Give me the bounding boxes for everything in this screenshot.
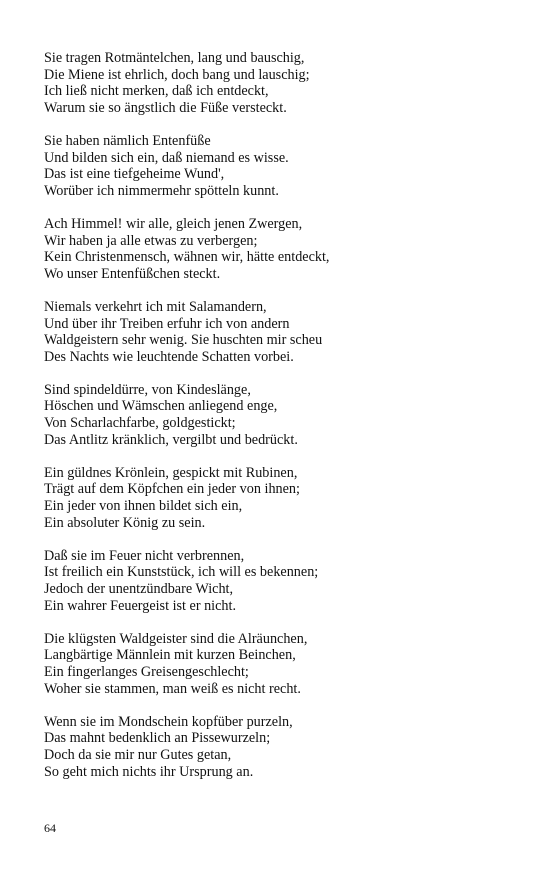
verse-line: Das Antlitz kränklich, vergilbt und bedrückt. bbox=[44, 431, 298, 448]
verse-line: Sind spindeldürre, von Kindeslänge, bbox=[44, 381, 251, 398]
verse-line: Und bilden sich ein, daß niemand es wisse. bbox=[44, 149, 289, 166]
verse-line: Waldgeistern sehr wenig. Sie huschten mir scheu bbox=[44, 332, 323, 349]
verse-line: Wenn sie im Mondschein kopfüber purzeln, bbox=[44, 713, 293, 730]
verse-line: Kein Christenmensch, wähnen wir, hätte entdeckt, bbox=[44, 249, 330, 266]
verse-line: Trägt auf dem Köpfchen ein jeder von ihnen; bbox=[44, 481, 300, 498]
verse-line: Langbärtige Männlein mit kurzen Beinchen, bbox=[44, 647, 296, 664]
poem-text bbox=[44, 50, 514, 797]
verse-line: Daß sie im Feuer nicht verbrennen, bbox=[44, 547, 245, 564]
verse-line: Das ist eine tiefgeheime Wund', bbox=[44, 166, 225, 183]
stanza bbox=[44, 631, 514, 697]
stanza bbox=[44, 548, 514, 614]
verse-line: Niemals verkehrt ich mit Salamandern, bbox=[44, 298, 267, 315]
verse-line: Und über ihr Treiben erfuhr ich von andern bbox=[44, 315, 290, 332]
verse-line: Wir haben ja alle etwas zu verbergen; bbox=[44, 232, 258, 249]
stanza bbox=[44, 50, 514, 116]
stanza bbox=[44, 714, 514, 780]
stanza bbox=[44, 133, 514, 199]
verse-line: Das mahnt bedenklich an Pissewurzeln; bbox=[44, 730, 271, 747]
verse-line: Jedoch der unentzündbare Wicht, bbox=[44, 581, 234, 597]
verse-line: Die Miene ist ehrlich, doch bang und lauschig; bbox=[44, 66, 310, 83]
stanza bbox=[44, 382, 514, 448]
page-number: 64 bbox=[44, 821, 56, 835]
verse-line: Ein güldnes Krönlein, gespickt mit Rubinen, bbox=[44, 464, 298, 481]
verse-line: Doch da sie mir nur Gutes getan, bbox=[44, 746, 232, 763]
verse-line: Höschen und Wämschen anliegend enge, bbox=[44, 398, 278, 415]
verse-line: Ist freilich ein Kunststück, ich will es bekennen; bbox=[44, 564, 319, 581]
verse-line: Woher sie stammen, man weiß es nicht recht. bbox=[44, 680, 301, 697]
verse-line: Wo unser Entenfüßchen steckt. bbox=[44, 265, 221, 282]
verse-line: Worüber ich nimmermehr spötteln kunnt. bbox=[44, 182, 279, 199]
verse-line: Sie tragen Rotmäntelchen, lang und bauschig, bbox=[44, 50, 305, 66]
verse-line: Ein fingerlanges Greisengeschlecht; bbox=[44, 663, 249, 680]
stanza bbox=[44, 465, 514, 531]
verse-line: Ein jeder von ihnen bildet sich ein, bbox=[44, 498, 243, 515]
verse-line: Ich ließ nicht merken, daß ich entdeckt, bbox=[44, 83, 269, 100]
verse-line: Ach Himmel! wir alle, gleich jenen Zwergen, bbox=[44, 215, 303, 232]
verse-line: Ein absoluter König zu sein. bbox=[44, 514, 206, 531]
stanza bbox=[44, 299, 514, 365]
verse-line: Warum sie so ängstlich die Füße versteckt. bbox=[44, 99, 287, 116]
verse-line: Von Scharlachfarbe, goldgestickt; bbox=[44, 415, 236, 432]
stanza bbox=[44, 216, 514, 282]
verse-line: So geht mich nichts ihr Ursprung an. bbox=[44, 763, 254, 780]
verse-line: Ein wahrer Feuergeist ist er nicht. bbox=[44, 597, 237, 614]
verse-line: Sie haben nämlich Entenfüße bbox=[44, 132, 211, 149]
verse-line: Des Nachts wie leuchtende Schatten vorbei. bbox=[44, 348, 294, 365]
verse-line: Die klügsten Waldgeister sind die Alräunchen, bbox=[44, 630, 308, 647]
